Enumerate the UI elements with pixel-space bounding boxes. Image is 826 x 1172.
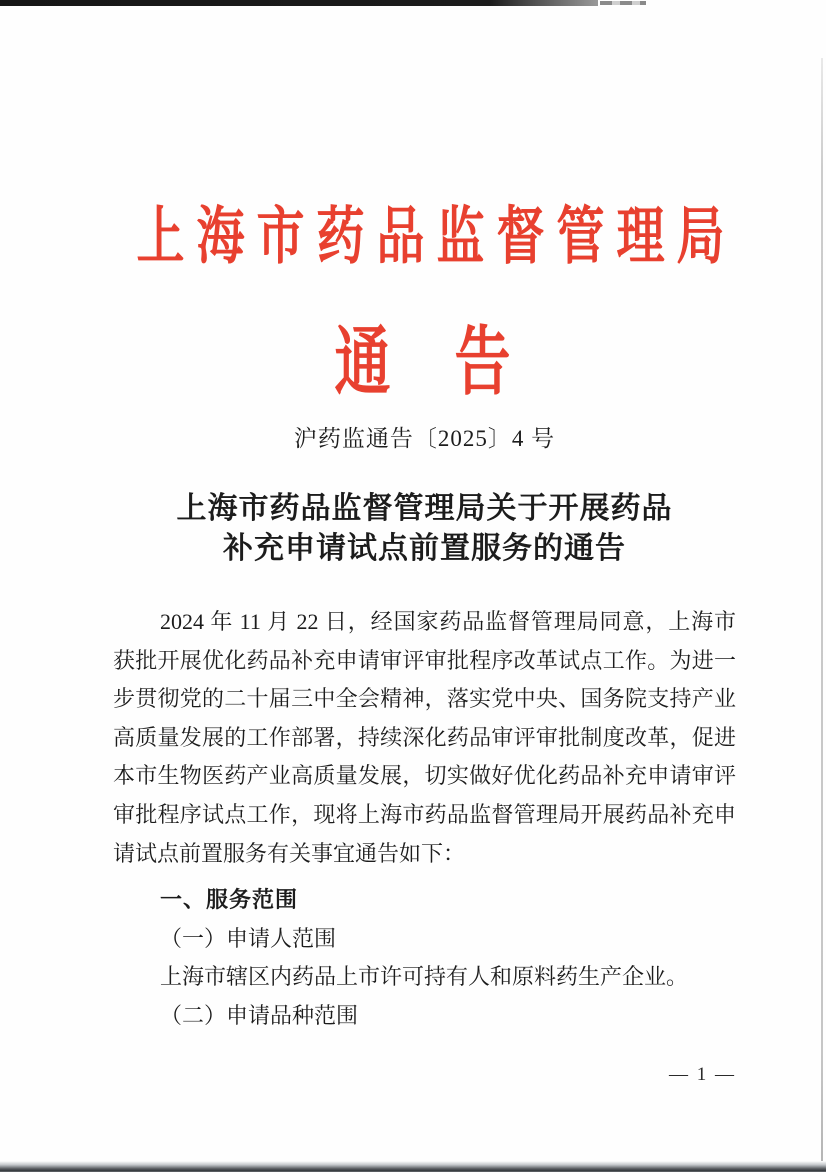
notice-type-heading: 通 告: [334, 321, 515, 405]
document-title-line1: 上海市药品监督管理局关于开展药品: [176, 492, 673, 525]
document-title-line2: 补充申请试点前置服务的通告: [223, 532, 626, 565]
scan-bottom-edge-artifact: [0, 1161, 826, 1172]
scan-right-edge-artifact: [821, 58, 823, 1162]
subsection-heading-applicant-scope: （一）申请人范围: [160, 925, 337, 951]
page-number: — 1 —: [669, 1064, 736, 1085]
scan-top-edge-artifact: [0, 0, 598, 6]
paragraph-line: 审批程序试点工作，现将上海市药品监督管理局开展药品补充申: [113, 801, 736, 827]
section-heading-service-scope: 一、服务范围: [160, 887, 299, 913]
document-number: 沪药监通告〔2025〕4 号: [293, 426, 556, 451]
document-title: [113, 489, 736, 569]
paragraph-line: 获批开展优化药品补充申请审评审批程序改革试点工作。为进一: [113, 647, 736, 673]
paragraph-line: 步贯彻党的二十届三中全会精神，落实党中央、国务院支持产业: [113, 686, 736, 712]
document-body: [113, 603, 736, 1036]
agency-name-letterhead: 上海市药品监督管理局: [136, 202, 737, 272]
paragraph-line: 请试点前置服务有关事宜通告如下：: [113, 840, 466, 866]
paragraph-line: 2024 年 11 月 22 日，经国家药品监督管理局同意，上海市: [160, 609, 736, 634]
subsection-text-applicant-scope: 上海市辖区内药品上市许可持有人和原料药生产企业。: [160, 964, 689, 990]
subsection-heading-variety-scope: （二）申请品种范围: [160, 1002, 359, 1028]
scan-top-edge-tail-artifact: [600, 1, 646, 5]
paragraph-line: 高质量发展的工作部署，持续深化药品审评审批制度改革，促进: [113, 724, 736, 750]
paragraph-line: 本市生物医药产业高质量发展，切实做好优化药品补充申请审评: [113, 763, 736, 789]
